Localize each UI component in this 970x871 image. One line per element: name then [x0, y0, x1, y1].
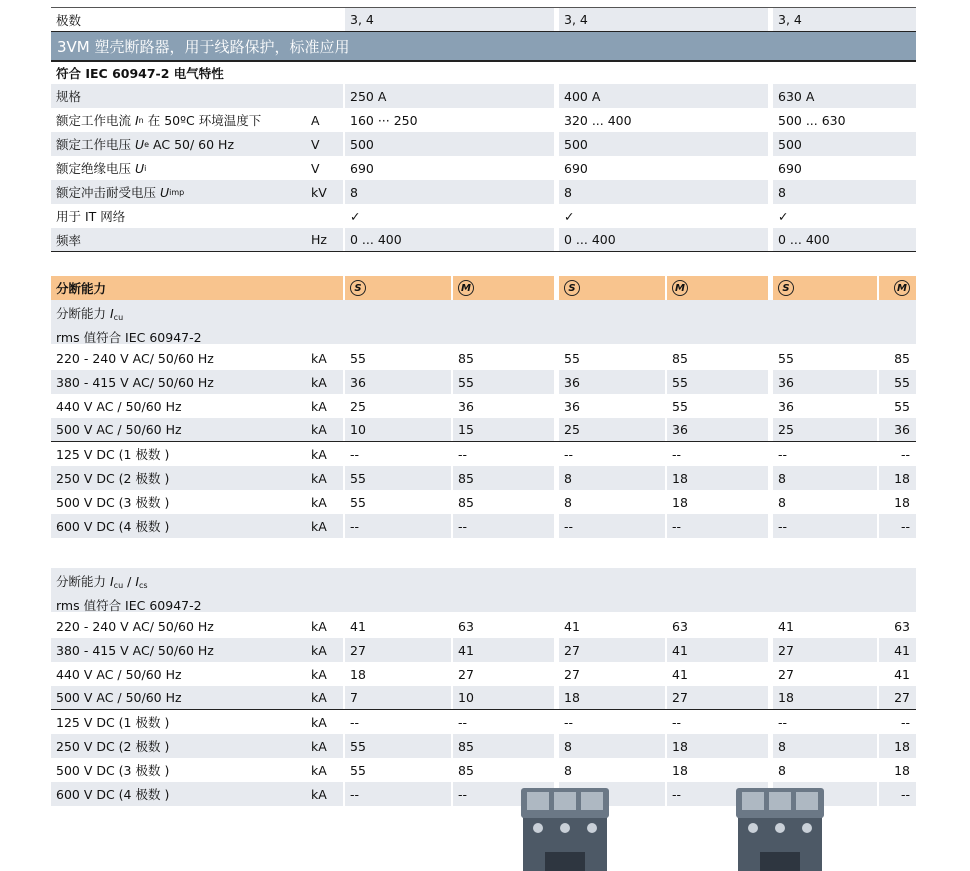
breaking-row — [51, 734, 916, 758]
breaking-value: 36 — [559, 394, 665, 418]
breaking-row — [51, 490, 916, 514]
spec-value: ✓ — [773, 204, 916, 228]
breaking-value: 85 — [879, 346, 916, 370]
breaking-value: 18 — [667, 758, 768, 782]
title-var: I — [109, 574, 114, 589]
poles-value: 3, 4 — [559, 8, 768, 31]
spec-label: 频率 — [51, 228, 306, 251]
breaking-value: 25 — [559, 418, 665, 441]
breaking-value: -- — [773, 514, 877, 538]
breaking-value: -- — [667, 514, 768, 538]
breaking-value: 55 — [453, 370, 554, 394]
breaking-voltage-label: 250 V DC (2 极数 ) — [51, 734, 306, 758]
breaking-unit: kA — [306, 442, 343, 466]
spec-value: 500 — [345, 132, 554, 156]
breaking-value: -- — [453, 442, 554, 466]
breaking-value: 55 — [559, 346, 665, 370]
spec-label — [51, 132, 306, 156]
breaking-unit: kA — [306, 418, 343, 441]
breaking-header-label: 分断能力 — [51, 276, 306, 300]
spec-label-var: I — [134, 112, 139, 128]
breaking-value: 85 — [453, 758, 554, 782]
breaking-voltage-label: 500 V AC / 50/60 Hz — [51, 418, 306, 441]
breaking-value: 8 — [559, 734, 665, 758]
s-circle-icon: S — [350, 280, 366, 296]
breaking-value: 85 — [453, 346, 554, 370]
breaking-value: 25 — [773, 418, 877, 441]
breaking-value: 10 — [453, 686, 554, 709]
breaking-value: 18 — [879, 758, 916, 782]
spec-label — [51, 108, 306, 132]
breaking-header-unit — [306, 276, 343, 300]
selective-icon-cell — [345, 276, 451, 300]
breaking-unit: kA — [306, 346, 343, 370]
breaking-value: 55 — [345, 466, 451, 490]
breaking-value: -- — [879, 710, 916, 734]
breaking-value: -- — [773, 442, 877, 466]
breaking-voltage-label: 220 - 240 V AC/ 50/60 Hz — [51, 614, 306, 638]
breaking-row — [51, 686, 916, 710]
spec-value: 0 ... 400 — [345, 228, 554, 251]
spec-label-sub: e — [144, 139, 150, 149]
breaking-unit: kA — [306, 514, 343, 538]
breaking-value: -- — [667, 710, 768, 734]
block2-title — [51, 568, 916, 612]
breaking-value: 15 — [453, 418, 554, 441]
breaking-value: 41 — [667, 638, 768, 662]
breaking-value: -- — [453, 710, 554, 734]
breaking-row — [51, 394, 916, 418]
spec-row — [51, 204, 916, 228]
breaking-value: 55 — [879, 370, 916, 394]
breaking-value: -- — [453, 514, 554, 538]
breaking-value: 36 — [453, 394, 554, 418]
m-circle-icon: M — [894, 280, 910, 296]
spec-unit: Hz — [306, 228, 343, 251]
spec-value: 500 — [773, 132, 916, 156]
breaking-value: 36 — [773, 394, 877, 418]
breaking-unit: kA — [306, 758, 343, 782]
title-pre: 分断能力 — [56, 306, 110, 321]
standard-icon-cell — [667, 276, 768, 300]
breaking-value: 8 — [773, 490, 877, 514]
breaking-value: 27 — [773, 638, 877, 662]
breaking-value: 41 — [667, 662, 768, 686]
poles-value: 3, 4 — [773, 8, 916, 31]
breaking-value: 41 — [879, 638, 916, 662]
breaking-unit: kA — [306, 466, 343, 490]
breaking-value: 27 — [773, 662, 877, 686]
title-pre: 分断能力 — [56, 574, 110, 589]
breaking-value: 55 — [773, 346, 877, 370]
breaking-unit: kA — [306, 782, 343, 806]
spec-value: 690 — [559, 156, 768, 180]
breaking-row — [51, 710, 916, 734]
breaking-value: 85 — [667, 346, 768, 370]
poles-value: 3, 4 — [345, 8, 554, 31]
breaking-value: 25 — [345, 394, 451, 418]
breaking-unit: kA — [306, 370, 343, 394]
m-circle-icon: M — [672, 280, 688, 296]
breaking-value: -- — [345, 710, 451, 734]
spec-row — [51, 228, 916, 252]
breaking-value: 18 — [879, 734, 916, 758]
spec-unit: V — [306, 132, 343, 156]
breaking-value: 55 — [879, 394, 916, 418]
breaking-value: 18 — [667, 734, 768, 758]
spacer — [51, 252, 916, 276]
breaking-unit: kA — [306, 638, 343, 662]
block1-title — [51, 300, 916, 344]
spec-value: ✓ — [345, 204, 554, 228]
breaking-value: 85 — [453, 734, 554, 758]
spec-label-post: AC 50/ 60 Hz — [149, 136, 234, 152]
breaking-unit: kA — [306, 710, 343, 734]
breaking-value: 85 — [453, 490, 554, 514]
breaker-photo-right — [732, 782, 828, 871]
breaking-value: -- — [773, 710, 877, 734]
breaking-value: 55 — [667, 394, 768, 418]
breaking-voltage-label: 500 V DC (3 极数 ) — [51, 490, 306, 514]
spec-row — [51, 180, 916, 204]
breaking-value: 18 — [345, 662, 451, 686]
title-sub2: cs — [139, 581, 148, 590]
breaking-value: 55 — [345, 734, 451, 758]
breaking-value: -- — [345, 442, 451, 466]
breaking-value: 36 — [879, 418, 916, 441]
spec-value: 250 A — [345, 84, 554, 108]
breaking-row — [51, 442, 916, 466]
breaking-row — [51, 758, 916, 782]
breaking-row — [51, 614, 916, 638]
breaking-value: -- — [667, 782, 768, 806]
title-sub: cu — [113, 581, 124, 590]
spec-label-pre: 额定工作电流 — [56, 113, 135, 128]
breaking-voltage-label: 125 V DC (1 极数 ) — [51, 710, 306, 734]
section-subtitle: 符合 IEC 60947-2 电气特性 — [51, 62, 451, 84]
spec-row — [51, 156, 916, 180]
breaking-value: 18 — [667, 466, 768, 490]
breaking-value: 8 — [773, 466, 877, 490]
breaking-unit: kA — [306, 686, 343, 709]
spec-value: 0 ... 400 — [559, 228, 768, 251]
spec-label — [51, 180, 306, 204]
breaker-photo-left — [517, 782, 613, 871]
spec-value: ✓ — [559, 204, 768, 228]
s-circle-icon: S — [564, 280, 580, 296]
block1-title-row — [51, 300, 916, 344]
spec-value: 500 ... 630 — [773, 108, 916, 132]
breaking-voltage-label: 440 V AC / 50/60 Hz — [51, 394, 306, 418]
breaking-value: 10 — [345, 418, 451, 441]
breaking-value: 41 — [879, 662, 916, 686]
spec-label-var: U — [134, 136, 145, 152]
breaking-unit: kA — [306, 614, 343, 638]
spec-value: 400 A — [559, 84, 768, 108]
section-subtitle-row — [51, 60, 916, 84]
block2-title-line2: rms 值符合 IEC 60947-2 — [56, 598, 202, 612]
breaking-voltage-label: 440 V AC / 50/60 Hz — [51, 662, 306, 686]
breaking-value: -- — [345, 782, 451, 806]
spec-label — [51, 156, 306, 180]
breaking-value: -- — [453, 782, 554, 806]
breaking-value: 8 — [559, 758, 665, 782]
breaking-voltage-label: 380 - 415 V AC/ 50/60 Hz — [51, 370, 306, 394]
breaking-value: 55 — [345, 490, 451, 514]
breaking-voltage-label: 125 V DC (1 极数 ) — [51, 442, 306, 466]
spec-label-sub: n — [138, 115, 144, 125]
breaking-voltage-label: 220 - 240 V AC/ 50/60 Hz — [51, 346, 306, 370]
spec-value: 8 — [559, 180, 768, 204]
breaking-row — [51, 418, 916, 442]
standard-icon-cell — [453, 276, 554, 300]
breaking-voltage-label: 250 V DC (2 极数 ) — [51, 466, 306, 490]
title-var2: I — [135, 574, 139, 589]
breaking-value: 41 — [559, 614, 665, 638]
breaking-value: 27 — [667, 686, 768, 709]
spec-value: 160 ··· 250 — [345, 108, 554, 132]
breaking-row — [51, 466, 916, 490]
section-title: 3VM 塑壳断路器，用于线路保护，标准应用 — [51, 32, 916, 60]
breaking-value: 36 — [345, 370, 451, 394]
breaking-value: 41 — [345, 614, 451, 638]
breaking-voltage-label: 500 V AC / 50/60 Hz — [51, 686, 306, 709]
breaking-value: 36 — [559, 370, 665, 394]
selective-icon-cell — [773, 276, 877, 300]
breaking-voltage-label: 600 V DC (4 极数 ) — [51, 782, 306, 806]
spec-row — [51, 108, 916, 132]
breaking-value: 8 — [559, 490, 665, 514]
breaking-value: 63 — [453, 614, 554, 638]
breaking-value: 41 — [773, 614, 877, 638]
spec-row — [51, 132, 916, 156]
breaking-value: 27 — [879, 686, 916, 709]
spec-label-pre: 额定冲击耐受电压 — [56, 185, 160, 200]
breaking-value: 36 — [667, 418, 768, 441]
spec-unit — [306, 84, 343, 108]
breaking-value: 18 — [667, 490, 768, 514]
spec-value: 320 ... 400 — [559, 108, 768, 132]
spec-label: 规格 — [51, 84, 306, 108]
spec-unit: V — [306, 156, 343, 180]
selective-icon-cell — [559, 276, 665, 300]
breaking-voltage-label: 500 V DC (3 极数 ) — [51, 758, 306, 782]
breaking-row — [51, 638, 916, 662]
breaking-value: -- — [879, 442, 916, 466]
breaking-value: -- — [559, 442, 665, 466]
top-edge-row — [51, 0, 916, 8]
breaking-value: 27 — [559, 662, 665, 686]
breaking-value: -- — [879, 514, 916, 538]
breaking-value: 27 — [559, 638, 665, 662]
breaking-voltage-label: 380 - 415 V AC/ 50/60 Hz — [51, 638, 306, 662]
breaking-value: 55 — [667, 370, 768, 394]
breaking-value: 55 — [345, 346, 451, 370]
spec-value: 500 — [559, 132, 768, 156]
breaking-value: 18 — [879, 466, 916, 490]
spec-value: 0 ... 400 — [773, 228, 916, 251]
breaking-value: 27 — [345, 638, 451, 662]
spec-value: 690 — [345, 156, 554, 180]
spec-unit — [306, 204, 343, 228]
breaking-unit: kA — [306, 662, 343, 686]
breaking-value: 55 — [345, 758, 451, 782]
spec-label-pre: 额定工作电压 — [56, 137, 135, 152]
block1-title-line2: rms 值符合 IEC 60947-2 — [56, 330, 202, 344]
breaking-row — [51, 662, 916, 686]
spec-sheet — [51, 0, 916, 806]
title-var: I — [109, 306, 114, 321]
title-sub: cu — [113, 313, 124, 322]
spec-value: 690 — [773, 156, 916, 180]
breaking-value: 8 — [773, 758, 877, 782]
block1-title-line1 — [56, 304, 916, 328]
breaking-value: -- — [667, 442, 768, 466]
breaking-unit: kA — [306, 490, 343, 514]
breaking-value: -- — [559, 710, 665, 734]
breaking-value: 63 — [879, 614, 916, 638]
spec-value: 8 — [345, 180, 554, 204]
spec-label-sub: i — [144, 163, 147, 173]
breaking-header-row — [51, 276, 916, 300]
spec-row — [51, 84, 916, 108]
breaking-value: -- — [345, 514, 451, 538]
breaking-value: -- — [559, 514, 665, 538]
breaking-row — [51, 346, 916, 370]
poles-label: 极数 — [51, 8, 306, 31]
spec-label: 用于 IT 网络 — [51, 204, 306, 228]
breaking-value: 7 — [345, 686, 451, 709]
breaking-value: 63 — [667, 614, 768, 638]
breaking-value: -- — [879, 782, 916, 806]
spec-value: 8 — [773, 180, 916, 204]
spec-unit: A — [306, 108, 343, 132]
spec-label-var: U — [134, 160, 145, 176]
breaking-value: 27 — [453, 662, 554, 686]
breaking-value: 36 — [773, 370, 877, 394]
spec-value: 630 A — [773, 84, 916, 108]
breaking-value: 8 — [773, 734, 877, 758]
spacer — [51, 538, 916, 568]
poles-unit — [306, 8, 343, 31]
spec-unit: kV — [306, 180, 343, 204]
breaking-voltage-label: 600 V DC (4 极数 ) — [51, 514, 306, 538]
breaking-row — [51, 370, 916, 394]
breaking-unit: kA — [306, 734, 343, 758]
breaking-value: 18 — [773, 686, 877, 709]
spec-label-sub: imp — [169, 187, 185, 197]
spec-label-post: 在 50ºC 环境温度下 — [143, 113, 262, 128]
spec-label-var: U — [159, 184, 170, 200]
breaking-value: 41 — [453, 638, 554, 662]
breaking-value: 18 — [559, 686, 665, 709]
standard-icon-cell — [879, 276, 916, 300]
spec-label-pre: 额定绝缘电压 — [56, 161, 135, 176]
breaking-value: 18 — [879, 490, 916, 514]
s-circle-icon: S — [778, 280, 794, 296]
block2-title-line1 — [56, 572, 916, 596]
breaking-row — [51, 514, 916, 538]
breaking-value: 85 — [453, 466, 554, 490]
poles-row — [51, 8, 916, 32]
m-circle-icon: M — [458, 280, 474, 296]
breaking-value: 8 — [559, 466, 665, 490]
block2-title-row — [51, 568, 916, 612]
breaking-unit: kA — [306, 394, 343, 418]
title-mid: / — [123, 574, 136, 589]
